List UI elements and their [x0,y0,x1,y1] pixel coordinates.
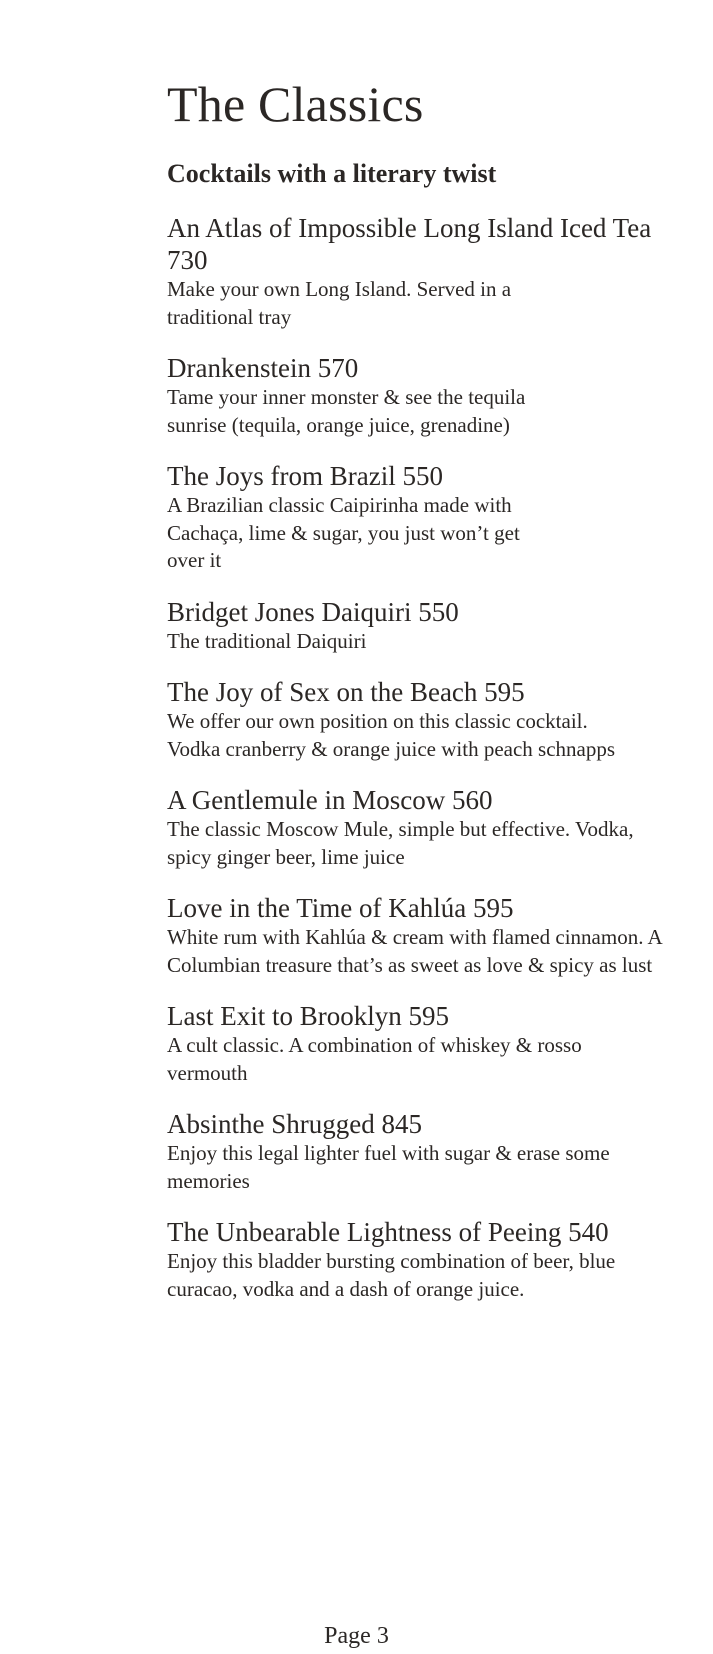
item-heading [167,460,662,492]
menu-item [167,1000,662,1087]
item-price: 595 [472,893,514,923]
item-description: A cult classic. A combination of whiskey & rosso vermouth [167,1033,582,1085]
menu-item [167,596,662,656]
item-description: Enjoy this legal lighter fuel with sugar & erase some memories [167,1141,610,1193]
item-name: Last Exit to Brooklyn [167,1001,402,1031]
item-heading [167,212,662,276]
item-name: The Joy of Sex on the Beach [167,677,478,707]
item-name: A Gentlemule in Moscow [167,785,446,815]
item-name: The Joys from Brazil [167,461,396,491]
menu-item [167,212,662,331]
item-description: The classic Moscow Mule, simple but effective. Vodka, spicy ginger beer, lime juice [167,817,634,869]
item-name: Drankenstein [167,353,311,383]
item-name: An Atlas of Impossible Long Island Iced Tea [167,213,652,243]
menu-item [167,784,662,871]
item-price: 845 [381,1109,422,1139]
item-name: Bridget Jones Daiquiri [167,596,412,627]
item-heading [167,1108,662,1140]
item-heading [167,1216,662,1248]
item-price: 570 [317,353,359,383]
item-price: 540 [568,1217,609,1247]
menu-item [167,460,662,575]
item-description: Tame your inner monster & see the tequila sunrise (tequila, orange juice, grenadine) [167,385,526,437]
page-title: The Classics [167,76,424,132]
section-subtitle: Cocktails with a literary twist [167,159,497,188]
item-heading [167,784,662,816]
cocktail-list [167,212,662,1324]
menu-item [167,1108,662,1195]
item-description: White rum with Kahlúa & cream with flamed cinnamon. A Columbian treasure that’s as sweet as love & spicy as lust [167,925,662,977]
menu-item [167,352,662,439]
item-price: 550 [402,461,443,491]
item-heading [167,1000,662,1032]
item-description: We offer our own position on this classic cocktail. Vodka cranberry & orange juice with peach schnapps [167,709,616,761]
item-price: 595 [484,677,525,707]
item-description: A Brazilian classic Caipirinha made with Cachaça, lime & sugar, you just won’t get over it [167,493,520,572]
item-heading [167,596,662,628]
item-name: Absinthe Shrugged [167,1109,375,1139]
menu-item [167,892,662,979]
menu-item [167,1216,662,1303]
page-number: Page 3 [324,1623,389,1649]
item-heading [167,676,662,708]
item-name: The Unbearable Lightness of Peeing [167,1217,562,1247]
item-price: 595 [408,1001,449,1031]
item-description: The traditional Daiquiri [167,628,367,653]
menu-item [167,676,662,763]
item-price: 730 [167,245,208,275]
item-description: Enjoy this bladder bursting combination of beer, blue curacao, vodka and a dash of orange juice. [167,1249,616,1301]
item-description: Make your own Long Island. Served in a traditional tray [167,277,512,329]
item-name: Love in the Time of Kahlúa [167,893,467,923]
item-heading [167,352,662,384]
item-heading [167,892,662,924]
item-price: 560 [451,785,493,815]
item-price: 550 [418,596,459,627]
